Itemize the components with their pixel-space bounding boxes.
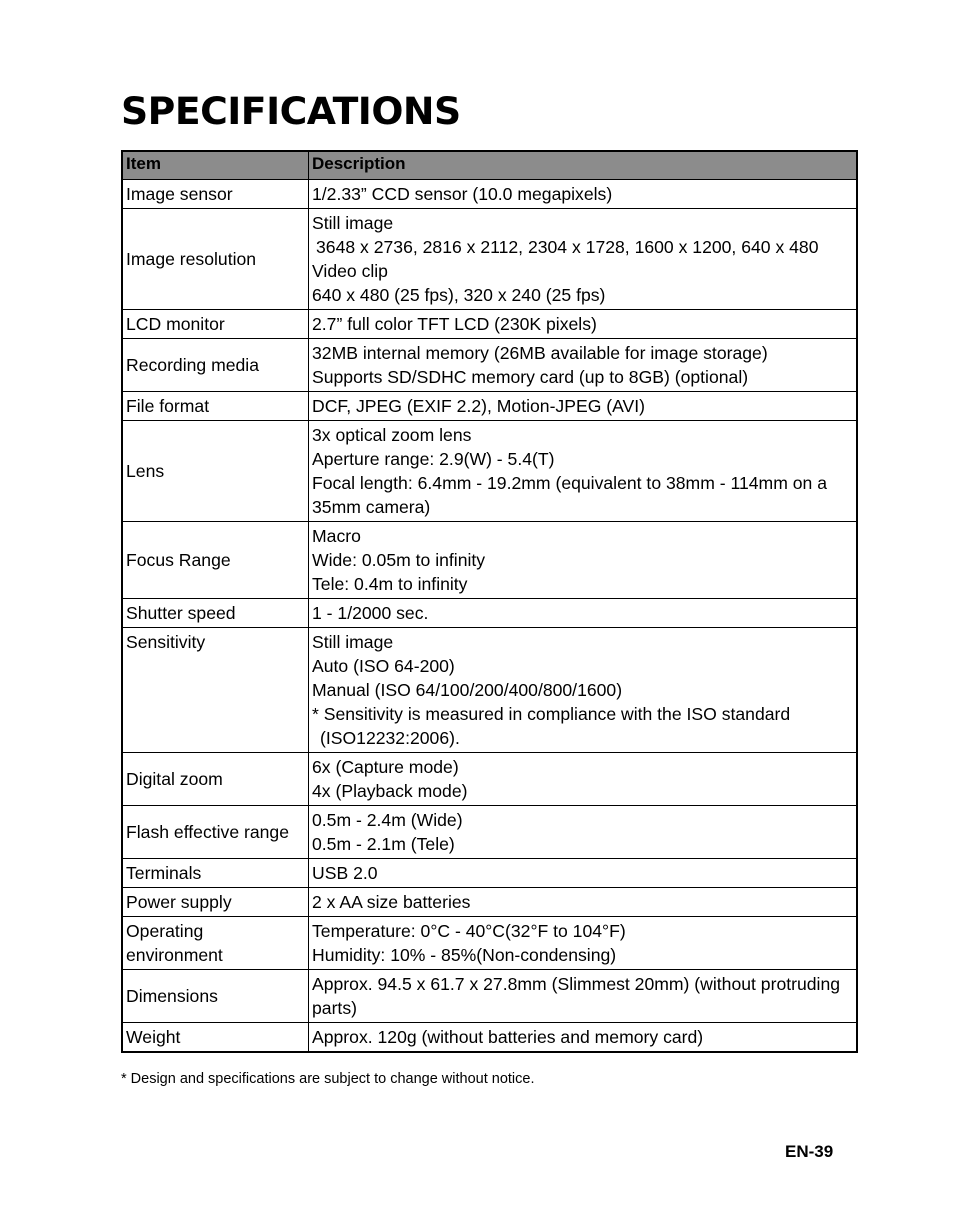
spec-description-cell	[309, 970, 858, 1023]
table-row	[122, 970, 857, 1023]
spec-description-cell	[309, 392, 858, 421]
item-column-header: Item	[122, 151, 309, 180]
spec-description-line: 6x (Capture mode)	[312, 757, 459, 777]
table-row	[122, 209, 857, 310]
spec-item-label: Weight	[126, 1027, 181, 1047]
spec-item-label: LCD monitor	[126, 314, 225, 334]
spec-description-line: Still image	[312, 632, 394, 652]
spec-description-line: 4x (Playback mode)	[312, 781, 468, 801]
spec-item-label: Image resolution	[126, 249, 257, 269]
spec-description-line: * Sensitivity is measured in compliance with the ISO standard	[312, 704, 791, 724]
spec-item-cell	[122, 628, 309, 753]
spec-item-cell	[122, 599, 309, 628]
spec-description-line: 2 x AA size batteries	[312, 892, 471, 912]
spec-item-cell	[122, 522, 309, 599]
spec-description-cell	[309, 917, 858, 970]
table-body	[122, 180, 857, 1053]
spec-description-line: DCF, JPEG (EXIF 2.2), Motion-JPEG (AVI)	[312, 396, 646, 416]
spec-description-line: 640 x 480 (25 fps), 320 x 240 (25 fps)	[312, 285, 606, 305]
spec-description-cell	[309, 1023, 858, 1053]
description-column-header: Description	[309, 151, 858, 180]
spec-item-cell	[122, 917, 309, 970]
spec-description-line: Humidity: 10% - 85%(Non-condensing)	[312, 945, 617, 965]
spec-description-cell	[309, 209, 858, 310]
spec-description-cell	[309, 753, 858, 806]
spec-description-cell	[309, 806, 858, 859]
spec-item-label: Digital zoom	[126, 769, 223, 789]
table-row	[122, 1023, 857, 1053]
spec-description-cell	[309, 599, 858, 628]
table-row	[122, 310, 857, 339]
table-row	[122, 888, 857, 917]
specifications-table	[121, 150, 858, 1053]
spec-description-line: 3x optical zoom lens	[312, 425, 472, 445]
spec-description-line: Approx. 120g (without batteries and memory card)	[312, 1027, 704, 1047]
spec-description-line: Wide: 0.05m to infinity	[312, 550, 486, 570]
spec-item-label: Image sensor	[126, 184, 233, 204]
table-row	[122, 917, 857, 970]
spec-description-line: 32MB internal memory (26MB available for image storage)	[312, 343, 768, 363]
spec-item-cell	[122, 859, 309, 888]
table-row	[122, 421, 857, 522]
spec-description-cell	[309, 339, 858, 392]
spec-description-line: Approx. 94.5 x 61.7 x 27.8mm (Slimmest 20mm) (without protruding parts)	[312, 974, 841, 1018]
spec-item-label: environment	[126, 945, 223, 965]
spec-description-line: USB 2.0	[312, 863, 378, 883]
spec-description-line: Auto (ISO 64-200)	[312, 656, 455, 676]
spec-item-label: Dimensions	[126, 986, 218, 1006]
spec-description-line: Macro	[312, 526, 361, 546]
spec-item-label: Focus Range	[126, 550, 231, 570]
spec-item-cell	[122, 970, 309, 1023]
table-row	[122, 806, 857, 859]
table-row	[122, 753, 857, 806]
spec-description-cell	[309, 522, 858, 599]
page-number: EN-39	[785, 1142, 834, 1161]
spec-item-cell	[122, 421, 309, 522]
spec-description-cell	[309, 180, 858, 209]
spec-description-line: Manual (ISO 64/100/200/400/800/1600)	[312, 680, 623, 700]
spec-description-line: Aperture range: 2.9(W) - 5.4(T)	[312, 449, 555, 469]
spec-item-cell	[122, 339, 309, 392]
table-row	[122, 599, 857, 628]
spec-description-cell	[309, 628, 858, 753]
spec-description-line: 1/2.33” CCD sensor (10.0 megapixels)	[312, 184, 613, 204]
spec-description-line: Video clip	[312, 261, 388, 281]
spec-description-line: Still image	[312, 213, 394, 233]
spec-description-line: 1 - 1/2000 sec.	[312, 603, 429, 623]
spec-description-cell	[309, 888, 858, 917]
table-row	[122, 392, 857, 421]
spec-description-line: (ISO12232:2006).	[320, 728, 460, 748]
spec-description-line: 0.5m - 2.4m (Wide)	[312, 810, 463, 830]
spec-item-cell	[122, 392, 309, 421]
spec-item-label: File format	[126, 396, 210, 416]
spec-description-line: 0.5m - 2.1m (Tele)	[312, 834, 455, 854]
spec-item-cell	[122, 888, 309, 917]
spec-item-cell	[122, 209, 309, 310]
spec-item-cell	[122, 310, 309, 339]
spec-description-cell	[309, 859, 858, 888]
page-title: SPECIFICATIONS	[121, 90, 461, 133]
spec-description-line: Focal length: 6.4mm - 19.2mm (equivalent to 38mm - 114mm on a 35mm camera)	[312, 473, 827, 517]
spec-description-line: 2.7” full color TFT LCD (230K pixels)	[312, 314, 597, 334]
table-header-row	[122, 151, 857, 180]
spec-item-label: Recording media	[126, 355, 260, 375]
spec-item-cell	[122, 180, 309, 209]
spec-item-label: Sensitivity	[126, 632, 206, 652]
table-header	[122, 151, 857, 180]
table-row	[122, 522, 857, 599]
table-row	[122, 628, 857, 753]
spec-description-cell	[309, 310, 858, 339]
spec-description-line: Temperature: 0°C - 40°C(32°F to 104°F)	[312, 921, 626, 941]
spec-item-label: Power supply	[126, 892, 232, 912]
table-row	[122, 339, 857, 392]
spec-item-cell	[122, 753, 309, 806]
spec-description-line: Tele: 0.4m to infinity	[312, 574, 468, 594]
table-row	[122, 859, 857, 888]
spec-item-cell	[122, 806, 309, 859]
spec-item-label: Shutter speed	[126, 603, 236, 623]
spec-item-label: Lens	[126, 461, 165, 481]
spec-item-label: Flash effective range	[126, 822, 289, 842]
spec-description-cell	[309, 421, 858, 522]
spec-description-line: Supports SD/SDHC memory card (up to 8GB) (optional)	[312, 367, 749, 387]
spec-description-line: 3648 x 2736, 2816 x 2112, 2304 x 1728, 1600 x 1200, 640 x 480	[316, 237, 819, 257]
spec-item-label: Terminals	[126, 863, 202, 883]
footnote: * Design and specifications are subject to change without notice.	[121, 1071, 535, 1087]
spec-item-cell	[122, 1023, 309, 1053]
table-row	[122, 180, 857, 209]
spec-item-label: Operating	[126, 921, 204, 941]
